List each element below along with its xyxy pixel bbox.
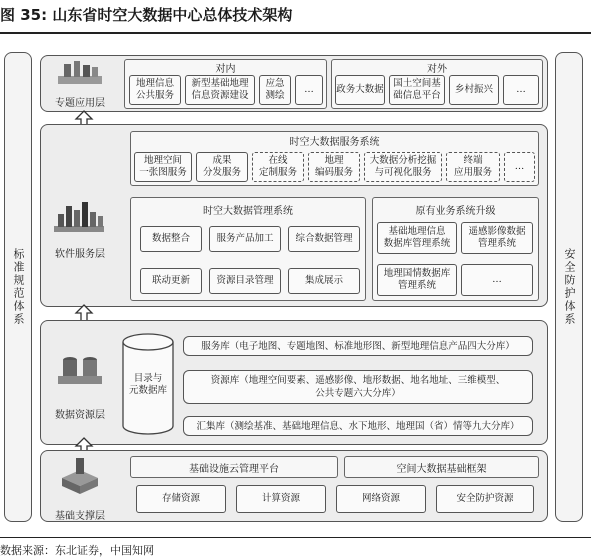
app-layer-label: 专题应用层 — [55, 98, 105, 109]
custom-service-box: 在线 定制服务 — [252, 152, 304, 182]
integrated-display-box: 集成展示 — [288, 268, 360, 294]
security-system-label: 安全防护体系 — [563, 248, 576, 326]
server-icon — [58, 456, 102, 496]
city-icon — [52, 200, 106, 234]
security-resource-box: 安全防护资源 — [436, 485, 534, 513]
analytics-service-box: 大数据分析挖掘 与可视化服务 — [364, 152, 442, 182]
resource-library: 资源库（地理空间要素、遥感影像、地形数据、地名地址、三维模型、 公共专题六大分库） — [183, 370, 533, 404]
catalog-management-box: 资源目录管理 — [209, 268, 281, 294]
compute-resource-box: 计算资源 — [236, 485, 326, 513]
catalog-label: 目录与 元数据库 — [128, 373, 167, 396]
data-integration-box: 数据整合 — [140, 226, 202, 252]
gov-bigdata-box: 政务大数据 — [335, 75, 385, 105]
product-processing-box: 服务产品加工 — [209, 226, 281, 252]
service-system-title: 时空大数据服务系统 — [289, 137, 380, 148]
internal-title: 对内 — [215, 64, 236, 75]
service-library: 服务库（电子地图、专题地图、标准地形图、新型地理信息产品四大分库） — [183, 336, 533, 356]
data-layer-label: 数据资源层 — [55, 410, 105, 421]
infra-layer-label: 基础支撑层 — [55, 511, 105, 522]
geocoding-service-box: 地理 编码服务 — [308, 152, 360, 182]
public-service-box: 地理信息 公共服务 — [129, 75, 181, 105]
external-title: 对外 — [427, 64, 447, 75]
linked-update-box: 联动更新 — [140, 268, 202, 294]
software-layer-label: 软件服务层 — [55, 249, 105, 260]
basic-geo-db-system-box: 基础地理信息 数据库管理系统 — [377, 222, 457, 254]
external-more-box: … — [503, 75, 539, 105]
management-system-title: 时空大数据管理系统 — [203, 206, 293, 217]
rural-revitalization-box: 乡村振兴 — [449, 75, 499, 105]
internal-more-box: … — [295, 75, 323, 105]
geo-census-system-box: 地理国情数据库 管理系统 — [377, 264, 457, 296]
footer-rule — [0, 537, 591, 538]
spatial-bigdata-framework: 空间大数据基础框架 — [344, 456, 539, 478]
terminal-service-box: 终端 应用服务 — [446, 152, 500, 182]
database-icon — [56, 352, 104, 386]
title-rule — [0, 32, 591, 34]
collection-library: 汇集库（测绘基准、基础地理信息、水下地形、地理国（省）情等九大分库） — [183, 416, 533, 436]
figure-title: 图 35: 山东省时空大数据中心总体技术架构 — [0, 6, 293, 24]
geo-resource-box: 新型基础地理 信息资源建设 — [185, 75, 255, 105]
territorial-platform-box: 国土空间基 础信息平台 — [389, 75, 445, 105]
security-system-column — [555, 52, 583, 522]
network-resource-box: 网络资源 — [336, 485, 426, 513]
standards-system-label: 标准规范体系 — [12, 248, 25, 326]
figure-source: 数据来源：东北证券，中国知网 — [0, 544, 154, 557]
emergency-mapping-box: 应急 测绘 — [259, 75, 291, 105]
standards-system-column — [4, 52, 32, 522]
buildings-icon — [54, 58, 106, 88]
one-map-service-box: 地理空间 一张图服务 — [134, 152, 192, 182]
distribution-service-box: 成果 分发服务 — [196, 152, 248, 182]
storage-resource-box: 存储资源 — [136, 485, 226, 513]
remote-sensing-system-box: 遥感影像数据 管理系统 — [461, 222, 533, 254]
data-management-box: 综合数据管理 — [288, 226, 360, 252]
upgrade-more-box: … — [461, 264, 533, 296]
service-more-box: … — [504, 152, 535, 182]
cloud-management-platform: 基础设施云管理平台 — [130, 456, 338, 478]
upgrade-title: 原有业务系统升级 — [415, 206, 496, 217]
